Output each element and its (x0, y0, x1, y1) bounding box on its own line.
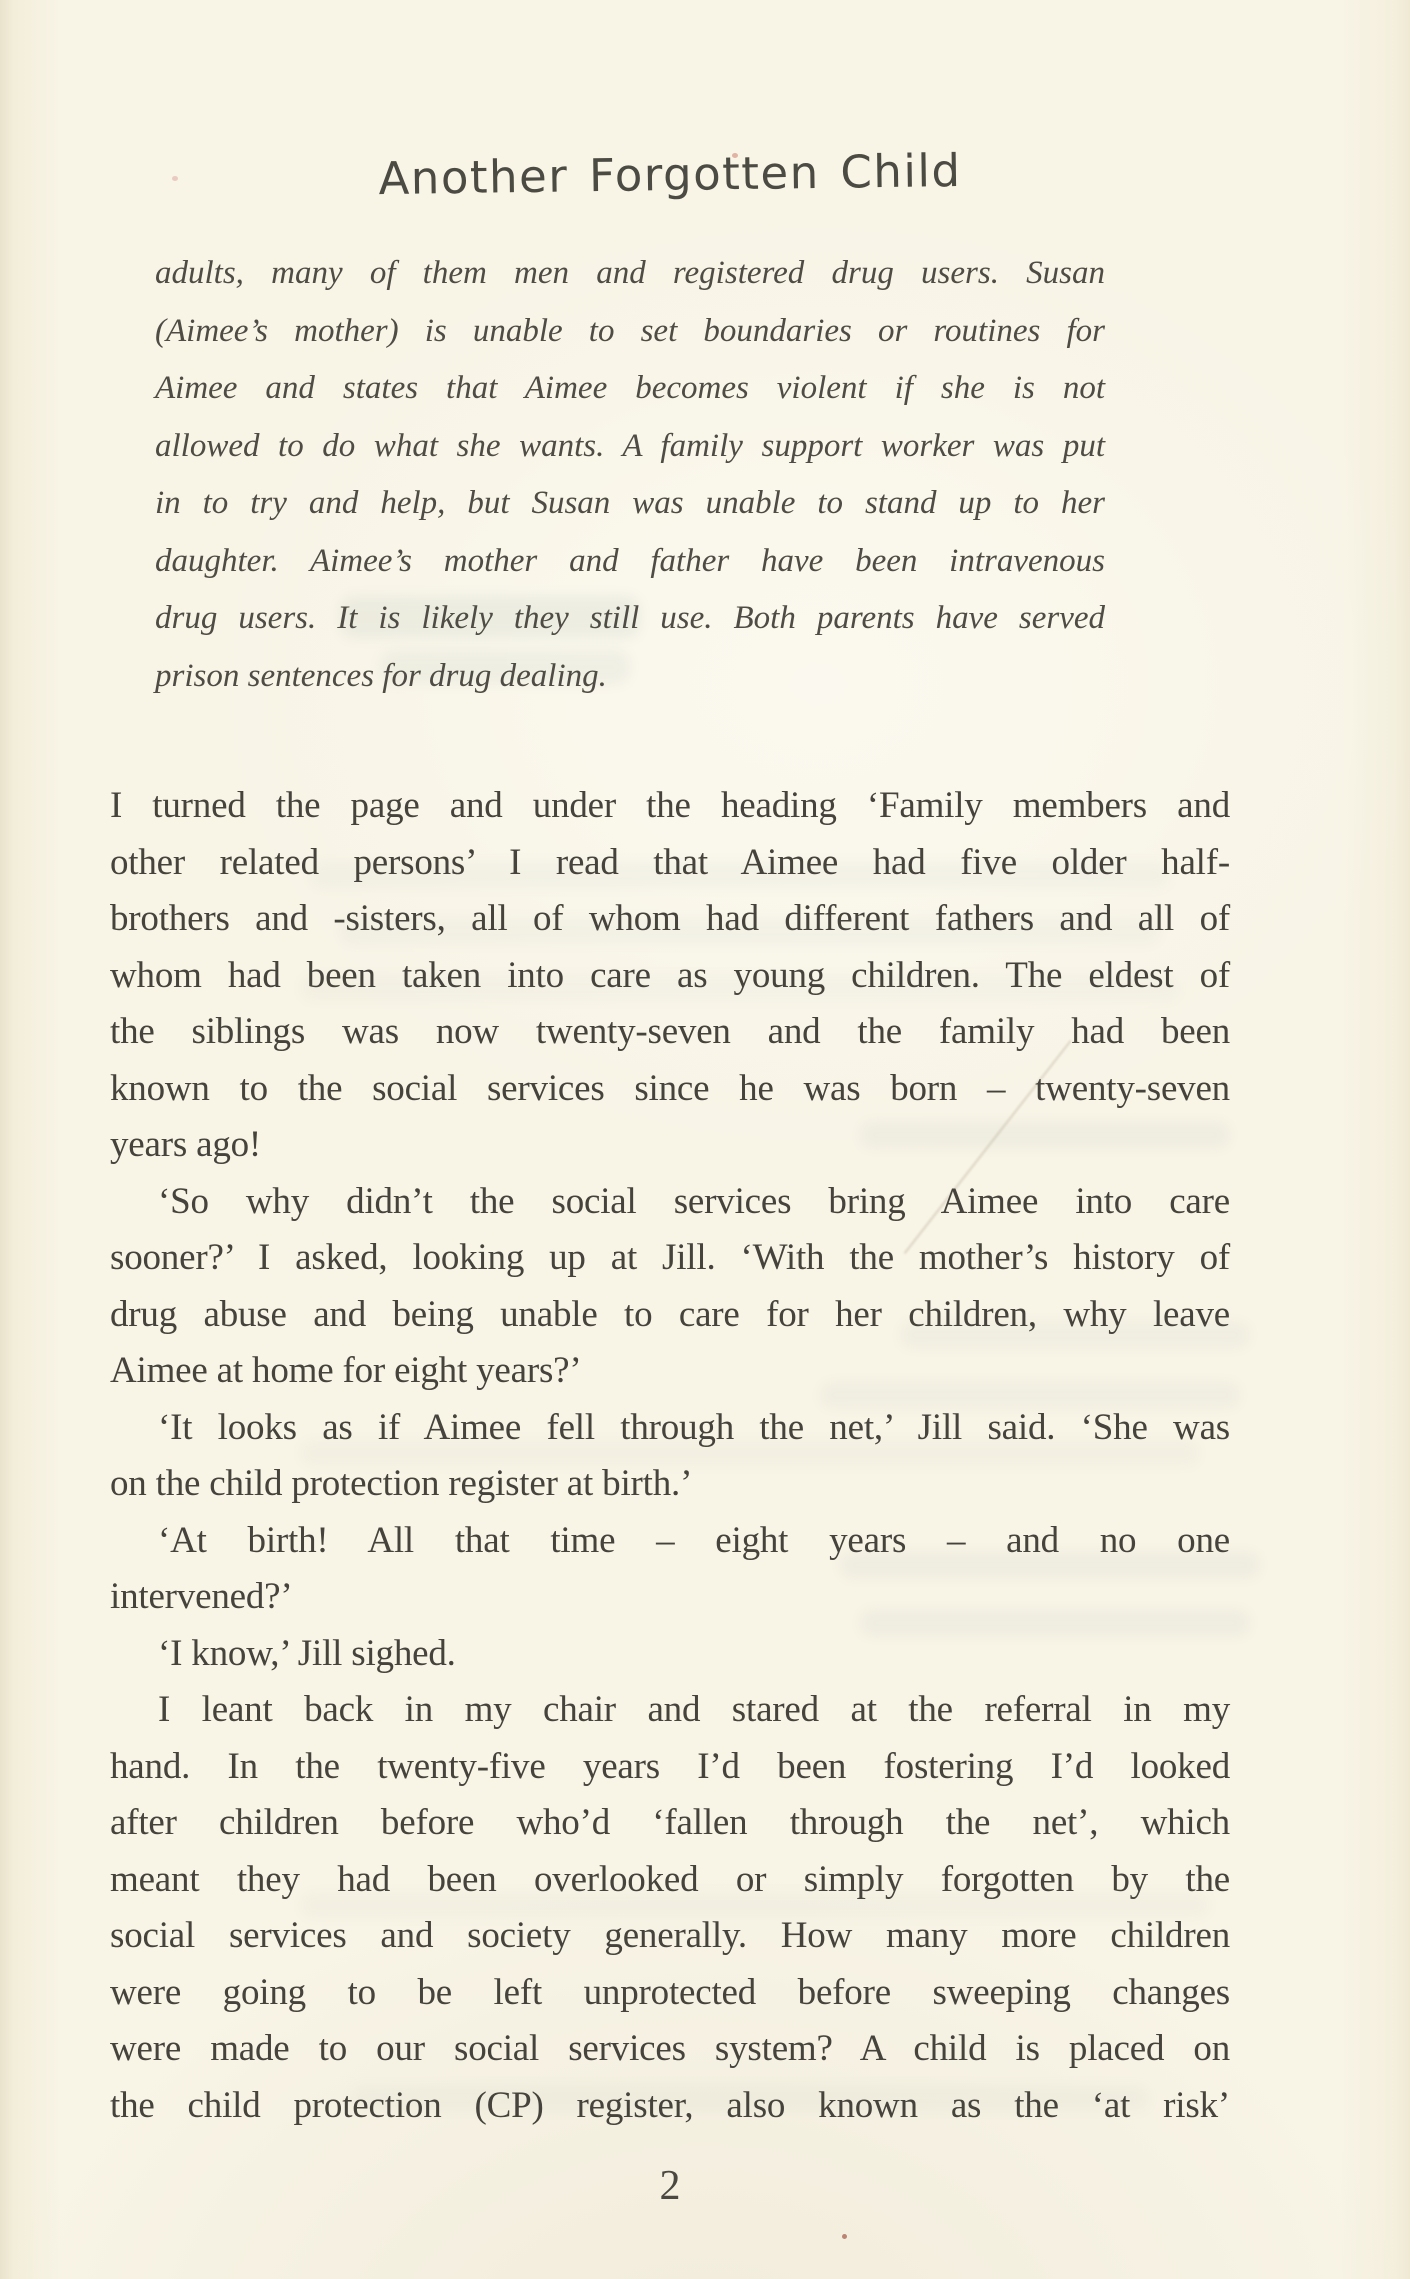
paragraph (110, 778, 1230, 1174)
quote-line: allowed to do what she wants. A family support worker was put (155, 427, 1105, 464)
quote-line: Aimee and states that Aimee becomes violent if she is not (155, 370, 1105, 406)
body-line: ‘So why didn’t the social services bring Aimee into care (158, 1180, 1230, 1222)
body-line: social services and society generally. How many more children (110, 1915, 1230, 1956)
body-line: Aimee at home for eight years?’ (110, 1350, 582, 1391)
body-line: after children before who’d ‘fallen through the net’, which (110, 1802, 1230, 1843)
body-line: ‘It looks as if Aimee fell through the net,’ Jill said. ‘She was (158, 1406, 1230, 1448)
body-line: were going to be left unprotected before sweeping changes (110, 1971, 1230, 2013)
body-line: meant they had been overlooked or simply forgotten by the (110, 1858, 1230, 1900)
body-line: whom had been taken into care as young children. The eldest of (110, 954, 1230, 996)
paragraph (110, 1400, 1230, 1513)
body-line: I turned the page and under the heading ‘Family members and (110, 785, 1230, 826)
quote-line: daughter. Aimee’s mother and father have been intravenous (155, 542, 1105, 579)
body-line: the child protection (CP) register, also known as the ‘at risk’ (110, 2084, 1230, 2126)
body-line: on the child protection register at birth.’ (110, 1463, 693, 1504)
paragraph (110, 1682, 1230, 2134)
body-line: drug abuse and being unable to care for her children, why leave (110, 1293, 1230, 1335)
body-line: brothers and -sisters, all of whom had different fathers and all of (110, 898, 1230, 939)
quote-line: drug users. It is likely they still use. Both parents have served (155, 600, 1105, 636)
body-line: sooner?’ I asked, looking up at Jill. ‘With the mother’s history of (110, 1237, 1230, 1278)
body-text (110, 778, 1230, 2134)
body-line: intervened?’ (110, 1576, 293, 1617)
body-line: ‘At birth! All that time – eight years – and no one (158, 1519, 1230, 1561)
body-line: known to the social services since he was born – twenty-seven (110, 1067, 1230, 1109)
quote-line: prison sentences for drug dealing. (155, 657, 607, 694)
paper-speck (842, 2234, 847, 2239)
referral-excerpt-block (155, 245, 1105, 705)
body-line: were made to our social services system? A child is placed on (110, 2028, 1230, 2069)
body-line: ‘I know,’ Jill sighed. (158, 1632, 456, 1674)
running-head-title: Another Forgotten Child (378, 143, 962, 206)
body-line: the siblings was now twenty-seven and the family had been (110, 1011, 1230, 1052)
quote-line: in to try and help, but Susan was unable to stand up to her (155, 485, 1105, 521)
paragraph (110, 1626, 1230, 1683)
quote-line: adults, many of them men and registered drug users. Susan (155, 255, 1105, 291)
paragraph (110, 1513, 1230, 1626)
page-number: 2 (659, 2163, 681, 2209)
body-line: years ago! (110, 1124, 262, 1165)
body-line: hand. In the twenty-five years I’d been fostering I’d looked (110, 1745, 1230, 1787)
body-line: other related persons’ I read that Aimee had five older half- (110, 841, 1230, 883)
paragraph (110, 1174, 1230, 1400)
body-line: I leant back in my chair and stared at the referral in my (158, 1689, 1230, 1730)
quote-line: (Aimee’s mother) is unable to set boundaries or routines for (155, 312, 1105, 349)
